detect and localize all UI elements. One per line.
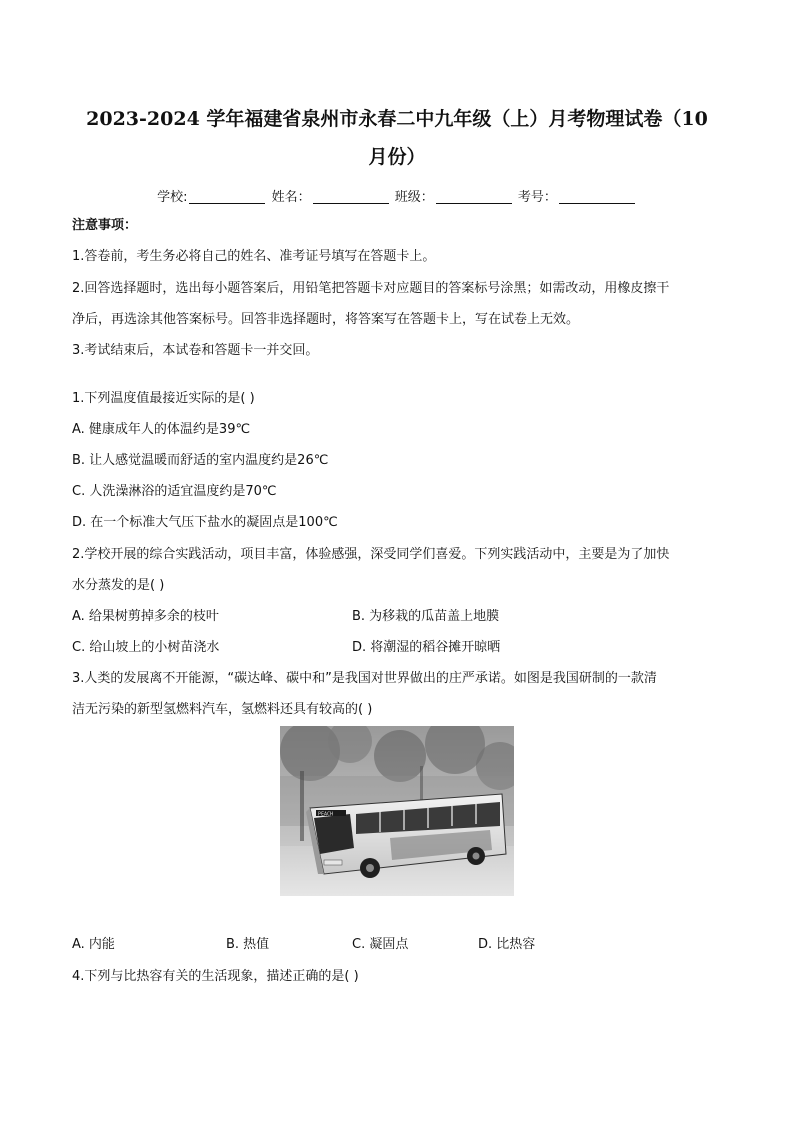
q2-option-d: D. 将潮湿的稻谷摊开晾晒 — [352, 640, 501, 655]
hydrogen-bus-photo — [280, 726, 514, 896]
q2-stem-line-1: 2.学校开展的综合实践活动，项目丰富，体验感强，深受同学们喜爱。下列实践活动中，主要是为了加快 — [72, 547, 670, 562]
school-blank[interactable] — [189, 189, 265, 204]
name-label: 姓名： — [271, 190, 311, 205]
q3-option-b: B. 热值 — [226, 937, 270, 952]
number-blank[interactable] — [559, 189, 635, 204]
bus-destination-sign: PEACH — [318, 811, 334, 818]
q3-option-d: D. 比热容 — [478, 937, 536, 952]
student-info-row — [0, 186, 794, 205]
notice-item-3: 3.考试结束后，本试卷和答题卡一并交回。 — [72, 343, 319, 358]
name-blank[interactable] — [313, 189, 389, 204]
q1-option-b: B. 让人感觉温暖而舒适的室内温度约是26℃ — [72, 453, 329, 468]
notice-heading: 注意事项： — [72, 218, 138, 233]
class-label: 班级： — [394, 190, 434, 205]
q2-option-a: A. 给果树剪掉多余的枝叶 — [72, 609, 219, 624]
q1-option-c: C. 人洗澡淋浴的适宜温度约是70℃ — [72, 484, 277, 499]
q3-stem-line-1: 3.人类的发展离不开能源，“碳达峰、碳中和”是我国对世界做出的庄严承诺。如图是我国研制的一款清 — [72, 671, 657, 686]
q2-stem-line-2: 水分蒸发的是( ) — [72, 578, 165, 593]
q1-stem: 1.下列温度值最接近实际的是( ) — [72, 391, 255, 406]
exam-title — [60, 100, 734, 176]
q3-option-a: A. 内能 — [72, 937, 115, 952]
class-blank[interactable] — [436, 189, 512, 204]
number-label: 考号： — [517, 190, 557, 205]
notice-item-1: 1.答卷前，考生务必将自己的姓名、准考证号填写在答题卡上。 — [72, 249, 436, 264]
title-line-2: 月份） — [368, 146, 426, 168]
school-label: 学校: — [157, 190, 188, 205]
title-line-1: 2023-2024 学年福建省泉州市永春二中九年级（上）月考物理试卷（10 — [86, 108, 708, 130]
q3-option-c: C. 凝固点 — [352, 937, 409, 952]
q3-stem-line-2: 洁无污染的新型氢燃料汽车，氢燃料还具有较高的( ) — [72, 702, 373, 717]
q2-option-b: B. 为移栽的瓜苗盖上地膜 — [352, 609, 500, 624]
q2-option-c: C. 给山坡上的小树苗浇水 — [72, 640, 220, 655]
q1-option-d: D. 在一个标准大气压下盐水的凝固点是100℃ — [72, 515, 338, 530]
notice-item-2: 2.回答选择题时，选出每小题答案后，用铅笔把答题卡对应题目的答案标号涂黑；如需改动，用橡皮擦干 — [72, 281, 670, 296]
q1-option-a: A. 健康成年人的体温约是39℃ — [72, 422, 251, 437]
notice-item-2-cont: 净后，再选涂其他答案标号。回答非选择题时，将答案写在答题卡上，写在试卷上无效。 — [72, 312, 580, 327]
q4-stem: 4.下列与比热容有关的生活现象，描述正确的是( ) — [72, 969, 359, 984]
